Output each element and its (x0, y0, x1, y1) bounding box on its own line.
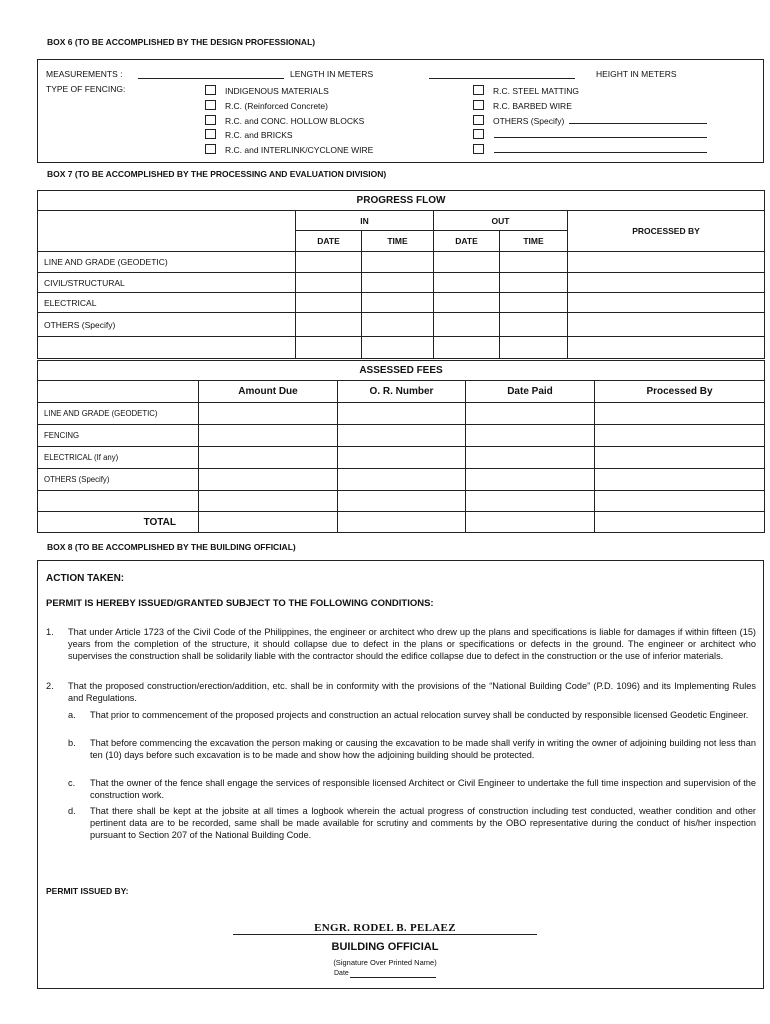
condition-1: 1. That under Article 1723 of the Civil Code of the Philippines, the engineer or architect who drew up the plans and specifications is liable for damages if within fifteen (15) years from the completion of the structure, it should collapse due to defect in the plans or specifications or defects in the ground. The engineer or architect who supervises the construction shall be solidarily liable with the contractor should the edifice collapse due to defect in the construction or the use of inferior materials. (46, 627, 756, 662)
checkbox[interactable] (473, 144, 484, 154)
table-row (38, 512, 765, 533)
checkbox[interactable] (473, 100, 484, 110)
fees-row-label: FENCING (38, 425, 199, 447)
fees-row-label (38, 491, 199, 512)
checkbox[interactable] (205, 115, 216, 125)
checkbox[interactable] (205, 129, 216, 139)
out-time-header: TIME (500, 231, 568, 252)
subcondition-b: b. That before commencing the excavation the person making or causing the excavation to be made shall verify in writing the owner of adjoining building not less than ten (10) days before such excavation is to be made and show how the adjoining building should be protected. (68, 738, 756, 761)
table-row (38, 293, 765, 313)
height-input[interactable] (429, 70, 575, 79)
others-specify-input[interactable] (569, 115, 707, 124)
height-label: HEIGHT IN METERS (596, 69, 677, 79)
official-name: ENGR. RODEL B. PELAEZ (314, 922, 456, 934)
blank-specify-input-2[interactable] (494, 144, 707, 153)
fees-row-label: OTHERS (Specify) (38, 469, 199, 491)
progress-blank-header (38, 211, 296, 252)
progress-row-label: ELECTRICAL (38, 293, 296, 313)
fees-blank-header (38, 381, 199, 403)
fees-row-label: LINE AND GRADE (GEODETIC) (38, 403, 199, 425)
blank-specify-input-1[interactable] (494, 129, 707, 138)
condition-2: 2. That the proposed construction/erection/addition, etc. shall be in conformity with the provisions of the “National Building Code” (P.D. 1096) and its Implementing Rules and Regulations. (46, 681, 756, 704)
action-taken-label: ACTION TAKEN: (46, 573, 125, 584)
checkbox[interactable] (473, 115, 484, 125)
table-row (38, 313, 765, 337)
progress-row-label (38, 337, 296, 359)
subcondition-a: a. That prior to commencement of the proposed projects and construction an actual relocation survey shall be conducted by responsible licensed Geodetic Engineer. (68, 710, 749, 720)
amount-due-header: Amount Due (199, 381, 338, 403)
date-paid-header: Date Paid (466, 381, 595, 403)
table-row (38, 252, 765, 273)
assessed-fees-table (37, 360, 765, 533)
in-header: IN (296, 211, 434, 231)
progress-row-label: OTHERS (Specify) (38, 313, 296, 337)
checkbox[interactable] (205, 144, 216, 154)
signature-note: (Signature Over Printed Name) (333, 958, 437, 967)
box7-header: BOX 7 (TO BE ACCOMPLISHED BY THE PROCESSING AND EVALUATION DIVISION) (47, 169, 387, 179)
checkbox[interactable] (205, 100, 216, 110)
table-row (38, 337, 765, 359)
length-input[interactable] (138, 70, 284, 79)
box8-header: BOX 8 (TO BE ACCOMPLISHED BY THE BUILDING OFFICIAL) (47, 542, 296, 552)
box8-panel (37, 560, 764, 989)
table-row (38, 491, 765, 512)
date-label: Date (334, 970, 349, 977)
progress-flow-title: PROGRESS FLOW (38, 191, 765, 211)
official-title: BUILDING OFFICIAL (331, 941, 439, 953)
checkbox[interactable] (473, 85, 484, 95)
progress-flow-table (37, 190, 765, 359)
assessed-fees-title: ASSESSED FEES (38, 361, 765, 381)
in-time-header: TIME (362, 231, 434, 252)
fees-processed-by-header: Processed By (595, 381, 765, 403)
box6-header: BOX 6 (TO BE ACCOMPLISHED BY THE DESIGN PROFESSIONAL) (47, 37, 316, 47)
box6-panel: MEASUREMENTS : LENGTH IN METERS HEIGHT IN METERS TYPE OF FENCING: INDIGENOUS MATERIALS R.C. (Reinforced Concrete) R.C. and CONC. HOLLOW BLOCKS R.C. and BRICKS R.C. and INTERLINK/CYCLONE WIRE R.C. STEEL MATTING R.C. BARBED WIRE OTHERS (Specify) (37, 59, 764, 163)
subcondition-c: c. That the owner of the fence shall engage the services of responsible licensed Architect or Civil Engineer to undertake the full time inspection and supervision of the construction work. (68, 778, 756, 801)
date-input[interactable] (350, 970, 436, 978)
permit-issued-by-label: PERMIT ISSUED BY: (46, 886, 129, 896)
table-row (38, 469, 765, 491)
fencing-type-label: TYPE OF FENCING: (46, 84, 126, 94)
table-row (38, 273, 765, 293)
or-number-header: O. R. Number (338, 381, 466, 403)
subcondition-d: d. That there shall be kept at the jobsite at all times a logbook wherein the actual progress of construction including test conducted, weather condition and other pertinent data are to be recorded, same shall be made available for scrutiny and comments by the OBO representative during the conduct of his/her inspection pursuant to Section 207 of the National Building Code. (68, 806, 756, 841)
fees-row-label: ELECTRICAL (If any) (38, 447, 199, 469)
progress-row-label: LINE AND GRADE (GEODETIC) (38, 252, 296, 273)
checkbox[interactable] (205, 85, 216, 95)
signature-line (233, 934, 537, 935)
progress-row-label: CIVIL/STRUCTURAL (38, 273, 296, 293)
total-label: TOTAL (38, 512, 199, 533)
permit-conditions-heading: PERMIT IS HEREBY ISSUED/GRANTED SUBJECT TO THE FOLLOWING CONDITIONS: (46, 598, 434, 609)
table-row (38, 403, 765, 425)
table-row (38, 447, 765, 469)
checkbox[interactable] (473, 129, 484, 139)
length-label: LENGTH IN METERS (290, 69, 374, 79)
table-row (38, 425, 765, 447)
in-date-header: DATE (296, 231, 362, 252)
processed-by-header: PROCESSED BY (568, 211, 765, 252)
out-header: OUT (434, 211, 568, 231)
measurements-label: MEASUREMENTS : (46, 69, 123, 79)
out-date-header: DATE (434, 231, 500, 252)
